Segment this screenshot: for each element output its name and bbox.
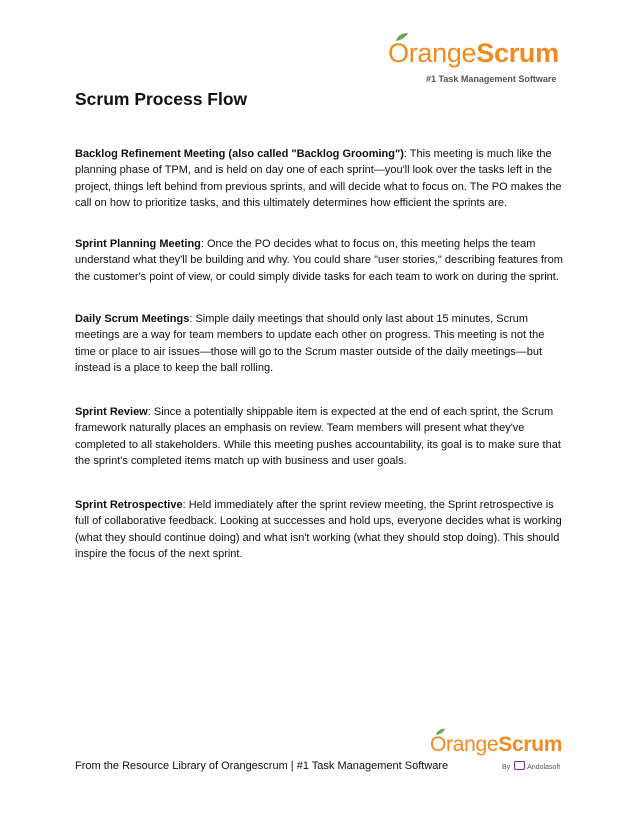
section-body: : Simple daily meetings that should only last about 15 minutes, Scrum meetings are a way for team members to update each other on progress. This meeting is not the time or place to air issues—those will go to the Scrum master outside of the daily meetings—but instead is a place to keep the ball rolling.: [75, 313, 545, 374]
footer-text: From the Resource Library of Orangescrum | #1 Task Management Software: [75, 760, 449, 772]
section-daily-scrum: [75, 311, 565, 376]
page-title: Scrum Process Flow: [75, 89, 248, 109]
by-andolasoft: [502, 761, 560, 771]
section-sprint-planning: [75, 236, 565, 285]
section-sprint-retrospective: [75, 497, 565, 562]
section-body: : Once the PO decides what to focus on, this meeting helps the team understand what they'll be building and why. You could share "user stories," describing features from the customer's point of view, or could simply divide tasks for each team to work on during the sprint.: [75, 238, 563, 283]
section-term: Backlog Refinement Meeting (also called "Backlog Grooming"): [75, 148, 404, 160]
logo-orange-text: Orange: [430, 733, 499, 756]
section-term: Daily Scrum Meetings: [75, 313, 190, 325]
section-term: Sprint Planning Meeting: [75, 238, 201, 250]
section-term: Sprint Review: [75, 406, 148, 418]
footer-orangescrum-logo: [430, 733, 565, 779]
section-body: : This meeting is much like the planning phase of TPM, and is held on day one of each sprint—you'll look over the tasks left in the project, things left behind from previous sprints, and will decide what to focus on. The PO makes the call on how to prioritize tasks, and this ultimately determines how efficient the sprints are.: [75, 148, 562, 209]
section-body: : Since a potentially shippable item is expected at the end of each sprint, the Scrum framework naturally places an emphasis on review. Team members will present what they've completed to all stakeholders. While this meeting pushes accountability, its goal is to make sure that the sprint's completed items match up with business and user goals.: [75, 406, 561, 467]
section-body: : Held immediately after the sprint review meeting, the Sprint retrospective is full of collaborative feedback. Looking at successes and hold ups, everyone decides what is working (what they should continue doing) and what isn't working (what they should stop doing). This should inspire the focus of the next sprint.: [75, 499, 562, 560]
section-term: Sprint Retrospective: [75, 499, 183, 511]
company-name: Andolasoft: [527, 764, 561, 771]
section-sprint-review: [75, 404, 565, 469]
logo-orange-text: Orange: [388, 38, 477, 68]
section-backlog-refinement: [75, 146, 565, 211]
logo-scrum-text: Scrum: [498, 733, 563, 756]
logo-scrum-text: Scrum: [476, 38, 559, 68]
orangescrum-logo: [388, 38, 563, 90]
logo-tagline: #1 Task Management Software: [426, 74, 557, 84]
by-label: By: [502, 764, 511, 771]
andolasoft-icon: [514, 761, 525, 770]
